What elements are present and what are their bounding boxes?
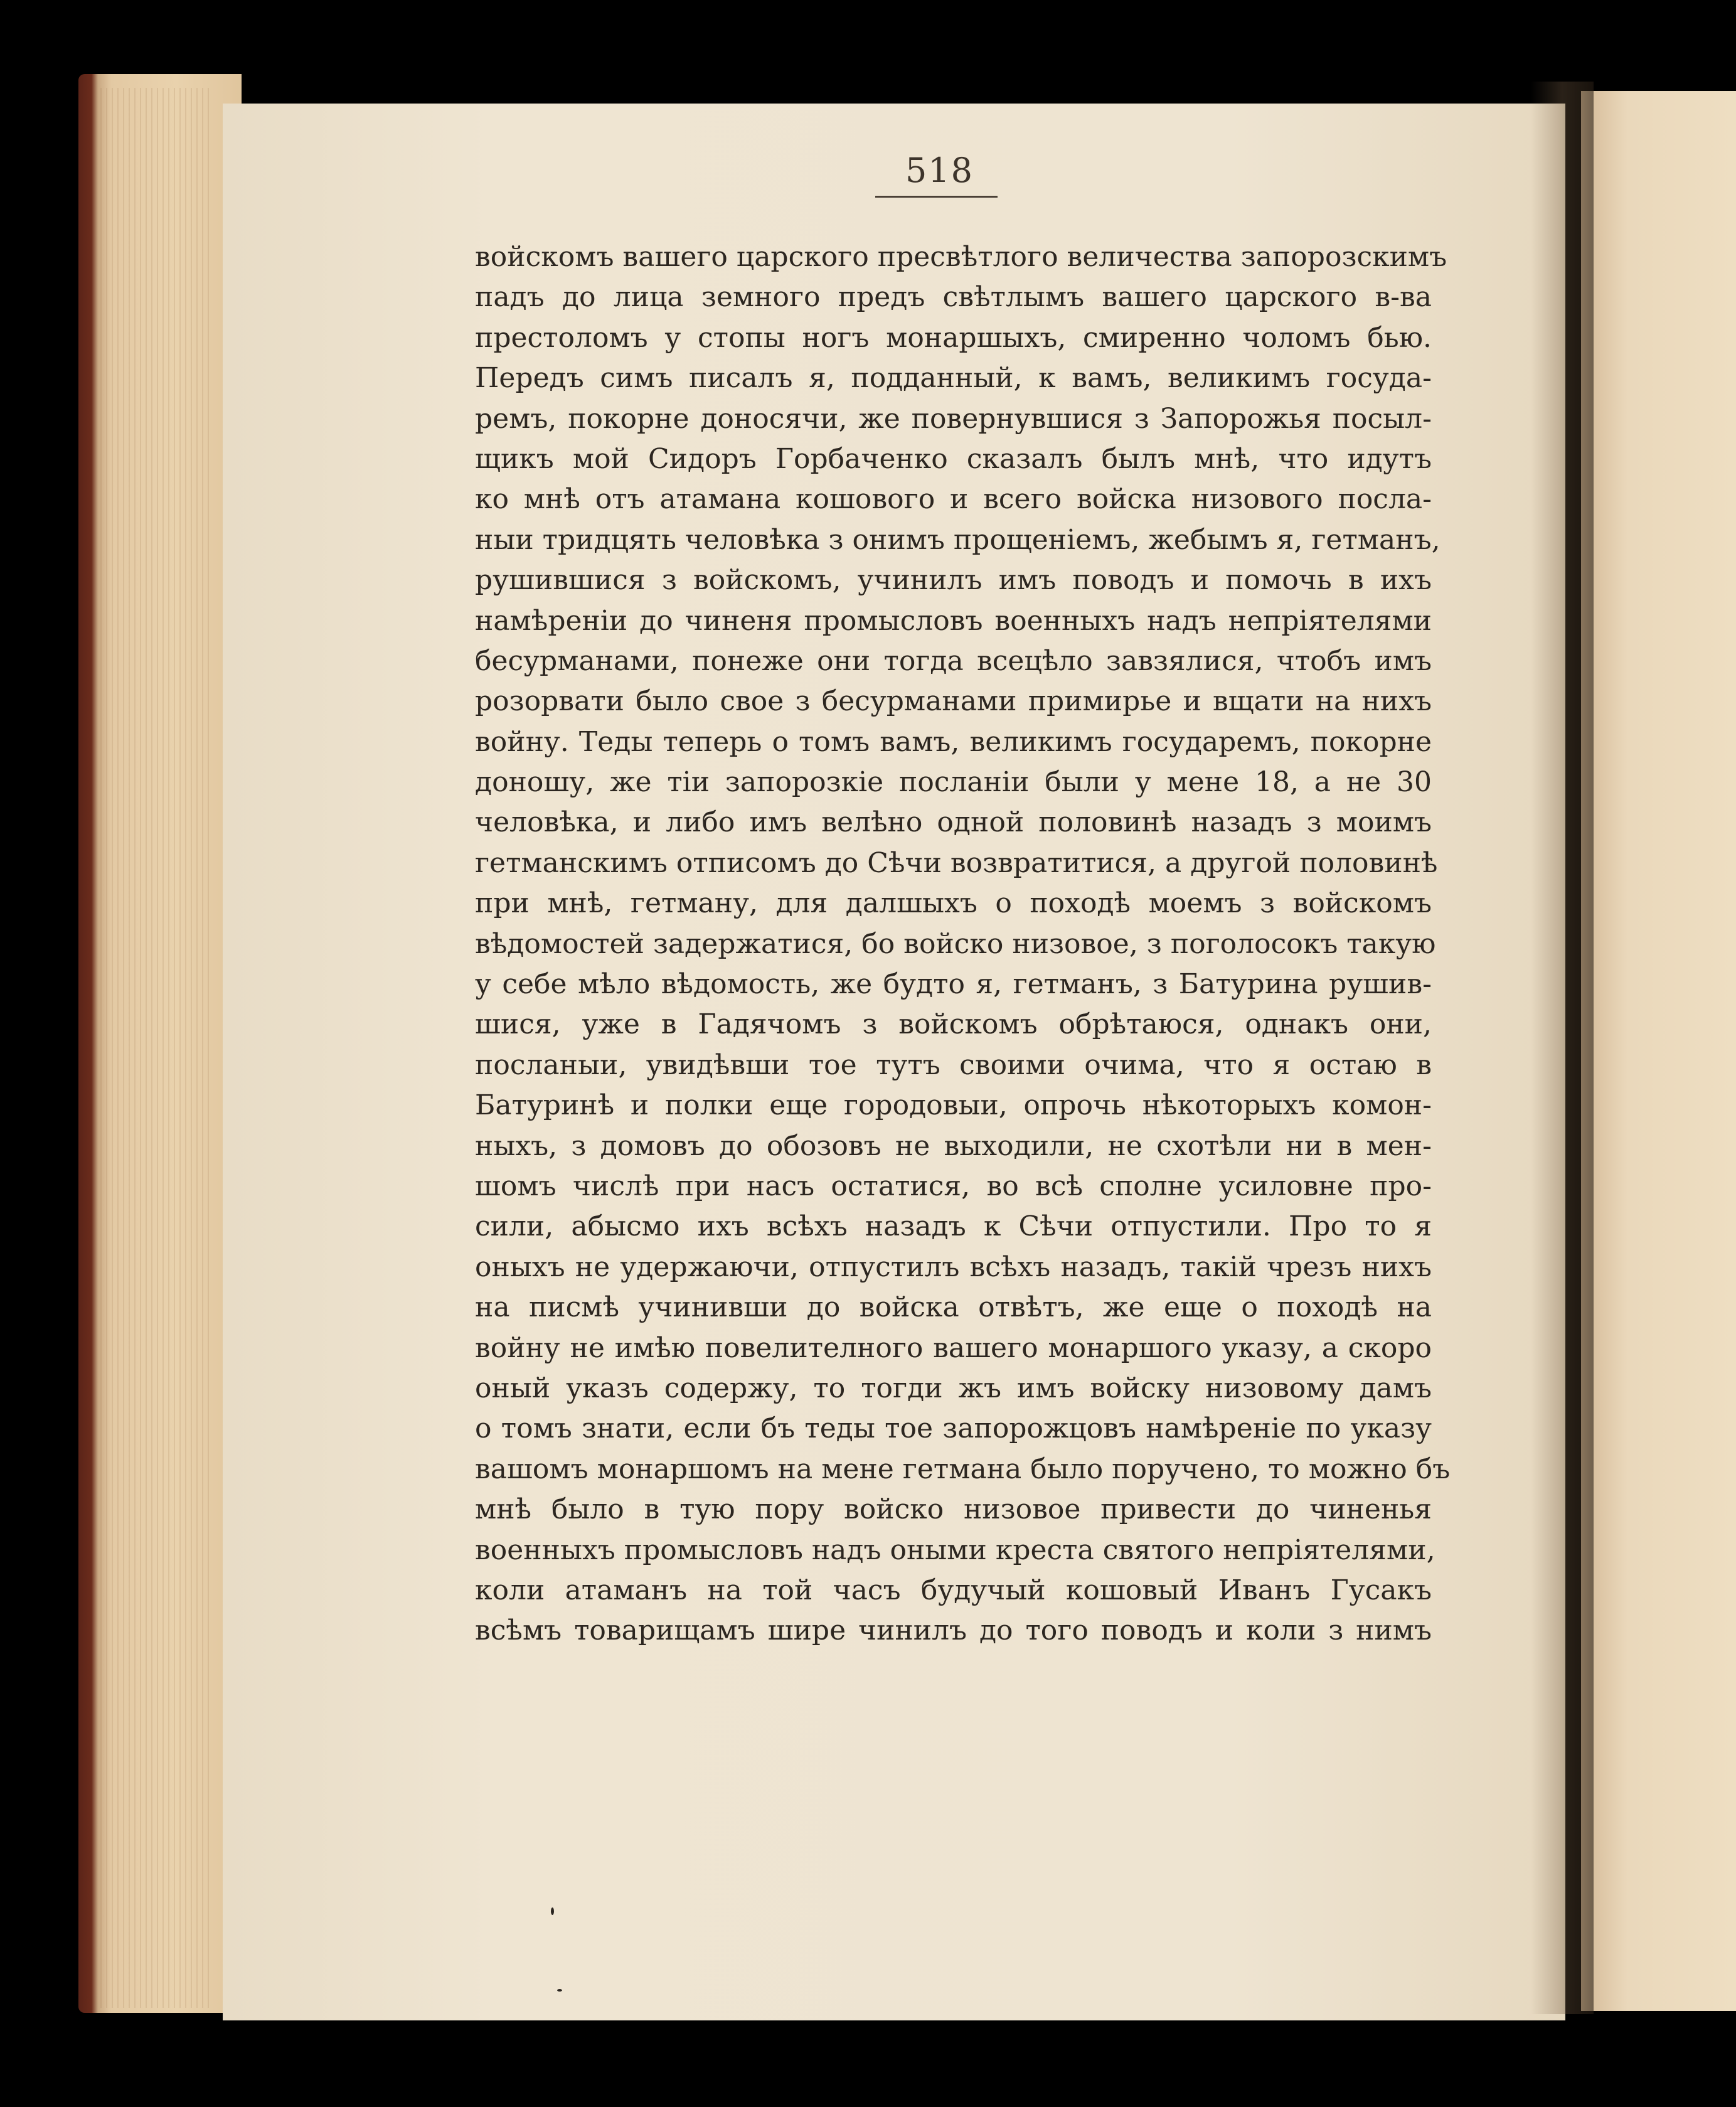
text-line: человѣка, и либо имъ велѣно одной половинѣ назадъ з моимъ bbox=[475, 806, 1432, 839]
body-text bbox=[475, 237, 1451, 1651]
paper-speck bbox=[551, 1907, 554, 1915]
page-number-text: 518 bbox=[905, 151, 974, 190]
text-line: гетманскимъ отписомъ до Сѣчи возвратитися, а другой половинѣ bbox=[475, 846, 1438, 879]
text-line: посланыи, увидѣвши тое тутъ своими очима, что я остаю в bbox=[475, 1048, 1432, 1081]
text-line: щикъ мой Сидоръ Горбаченко сказалъ былъ мнѣ, что идутъ bbox=[475, 442, 1432, 475]
text-line: о томъ знати, если бъ теды тое запорожцовъ намѣреніе по указу bbox=[475, 1412, 1432, 1445]
text-line: ныхъ, з домовъ до обозовъ не выходили, не схотѣли ни в мен- bbox=[475, 1129, 1432, 1162]
text-line: намѣреніи до чиненя промысловъ военныхъ надъ непріятелями bbox=[475, 604, 1432, 637]
text-line: всѣмъ товарищамъ шире чинилъ до того поводъ и коли з нимъ bbox=[475, 1614, 1432, 1647]
paper-speck bbox=[557, 1989, 562, 1992]
text-line: шомъ числѣ при насъ остатися, во всѣ сполне усиловне про- bbox=[475, 1170, 1432, 1202]
facing-page bbox=[1581, 91, 1736, 2011]
text-line: рушившися з войскомъ, учинилъ имъ поводъ и помочь в ихъ bbox=[475, 564, 1432, 597]
text-line: бесурманами, понеже они тогда всецѣло завзялися, чтобъ имъ bbox=[475, 644, 1432, 677]
text-line: шися, уже в Гадячомъ з войскомъ обрѣтаюся, однакъ они, bbox=[475, 1008, 1432, 1041]
text-line: при мнѣ, гетману, для далшыхъ о походѣ моемъ з войскомъ bbox=[475, 887, 1432, 920]
text-line: коли атаманъ на той часъ будучый кошовый Иванъ Гусакъ bbox=[475, 1574, 1432, 1606]
page-edge-texture bbox=[100, 88, 213, 2008]
text-line: Батуринѣ и полки еще городовыи, опрочь нѣкоторыхъ комон- bbox=[475, 1089, 1432, 1122]
text-line: мнѣ было в тую пору войско низовое привести до чиненья bbox=[475, 1493, 1432, 1526]
text-line: на писмѣ учинивши до войска отвѣтъ, же еще о походѣ на bbox=[475, 1291, 1432, 1324]
text-line: Передъ симъ писалъ я, подданный, к вамъ, великимъ госуда- bbox=[475, 362, 1432, 395]
text-line: оныхъ не удержаючи, отпустилъ всѣхъ назадъ, такій чрезъ нихъ bbox=[475, 1251, 1432, 1283]
text-line: оный указъ содержу, то тогди жъ имъ войску низовому дамъ bbox=[475, 1372, 1432, 1404]
page-number-rule bbox=[875, 196, 998, 198]
text-line: вашомъ монаршомъ на мене гетмана было поручено, то можно бъ bbox=[475, 1453, 1451, 1485]
text-line: розорвати было свое з бесурманами примирье и вщати на нихъ bbox=[475, 685, 1432, 718]
text-line: сили, абысмо ихъ всѣхъ назадъ к Сѣчи отпустили. Про то я bbox=[475, 1210, 1432, 1243]
text-line: военныхъ промысловъ надъ оными креста святого непріятелями, bbox=[475, 1534, 1435, 1566]
text-line: ко мнѣ отъ атамана кошового и всего войска низового посла- bbox=[475, 483, 1432, 516]
text-line: войну не имѣю повелителного вашего монаршого указу, а скоро bbox=[475, 1331, 1432, 1364]
text-line: доношу, же тіи запорозкіе посланіи были у мене 18, а не 30 bbox=[475, 766, 1432, 799]
page-number bbox=[0, 151, 1736, 190]
text-line: престоломъ у стопы ногъ монаршыхъ, смиренно чоломъ бью. bbox=[475, 321, 1432, 354]
text-line: у себе мѣло вѣдомость, же будто я, гетманъ, з Батурина рушив- bbox=[475, 968, 1432, 1001]
text-line: ныи тридцять человѣка з онимъ прощеніемъ, жебымъ я, гетманъ, bbox=[475, 523, 1440, 556]
text-line: войскомъ вашего царского пресвѣтлого величества запорозскимъ bbox=[475, 241, 1447, 273]
text-line: вѣдомостей задержатися, бо войско низовое, з поголосокъ такую bbox=[475, 927, 1436, 960]
text-line: падъ до лица земного предъ свѣтлымъ вашего царского в-ва bbox=[475, 281, 1432, 314]
text-line: войну. Теды теперь о томъ вамъ, великимъ государемъ, покорне bbox=[475, 725, 1432, 758]
book-gutter bbox=[1531, 82, 1594, 2014]
text-line: ремъ, покорне доносячи, же повернувшися з Запорожья посыл- bbox=[475, 402, 1432, 435]
